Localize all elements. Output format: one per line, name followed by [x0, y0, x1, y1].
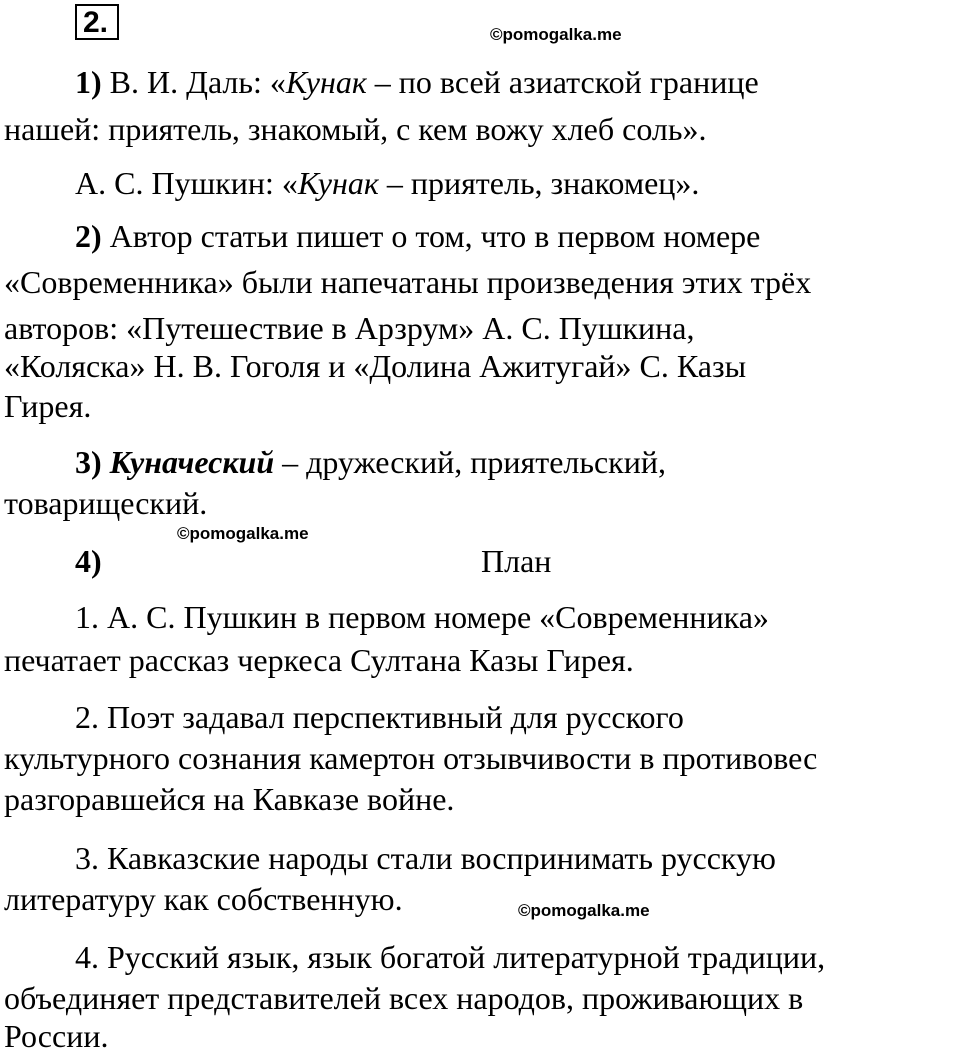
- watermark: ©pomogalka.me: [518, 901, 650, 920]
- watermark: ©pomogalka.me: [490, 25, 622, 44]
- p2-line-3: авторов: «Путешествие в Арзрум» А. С. Пушкина,: [4, 310, 695, 346]
- p3-line-1: [75, 442, 666, 482]
- p1-text-b: – по всей азиатской границе: [366, 64, 759, 100]
- plan-title: План: [481, 543, 552, 579]
- p1b-text-a: А. С. Пушкин: «: [75, 165, 298, 201]
- p3-text-1: – дружеский, приятельский,: [274, 444, 666, 480]
- p1-line-1: [75, 62, 759, 102]
- plan-item-2-line-1: 2. Поэт задавал перспективный для русского: [75, 699, 684, 735]
- p3-number: 3): [75, 444, 102, 480]
- p1-term: Кунак: [285, 64, 367, 100]
- p1-line-2: нашей: приятель, знакомый, с кем вожу хлеб соль».: [4, 111, 707, 147]
- p3-term: Куначеский: [109, 444, 275, 480]
- plan-item-2-line-3: разгоравшейся на Кавказе войне.: [4, 781, 455, 817]
- plan-item-2-line-2: культурного сознания камертон отзывчивости в противовес: [4, 740, 818, 776]
- p1b-term: Кунак: [297, 165, 379, 201]
- p2-line-5: Гирея.: [4, 388, 92, 424]
- p3-line-2: товарищеский.: [4, 485, 208, 521]
- p2-text-1: Автор статьи пишет о том, что в первом номере: [101, 218, 761, 254]
- p2-line-2: «Современника» были напечатаны произведения этих трёх: [4, 264, 812, 300]
- plan-item-1-line-2: печатает рассказ черкеса Султана Казы Гирея.: [4, 642, 634, 678]
- p1-number: 1): [75, 64, 102, 100]
- p1b-text-b: – приятель, знакомец».: [378, 165, 700, 201]
- p2-line-1: [75, 216, 760, 256]
- plan-item-3-line-2: литературу как собственную.: [4, 881, 403, 917]
- plan-item-3-line-1: 3. Кавказские народы стали воспринимать русскую: [75, 840, 776, 876]
- plan-item-4-line-1: 4. Русский язык, язык богатой литературной традиции,: [75, 939, 826, 975]
- plan-item-4-line-2: объединяет представителей всех народов, проживающих в: [4, 980, 804, 1016]
- p1-text-a: В. И. Даль: «: [109, 64, 286, 100]
- task-number: 2.: [75, 4, 119, 40]
- plan-item-4-line-3: России.: [4, 1018, 109, 1054]
- plan-item-1-line-1: 1. А. С. Пушкин в первом номере «Современника»: [75, 599, 769, 635]
- p1b-line: [75, 163, 699, 203]
- watermark: ©pomogalka.me: [177, 524, 309, 543]
- p4-number: 4): [75, 543, 102, 579]
- p2-number: 2): [75, 218, 102, 254]
- p2-line-4: «Коляска» Н. В. Гоголя и «Долина Ажитугай» С. Казы: [4, 348, 747, 384]
